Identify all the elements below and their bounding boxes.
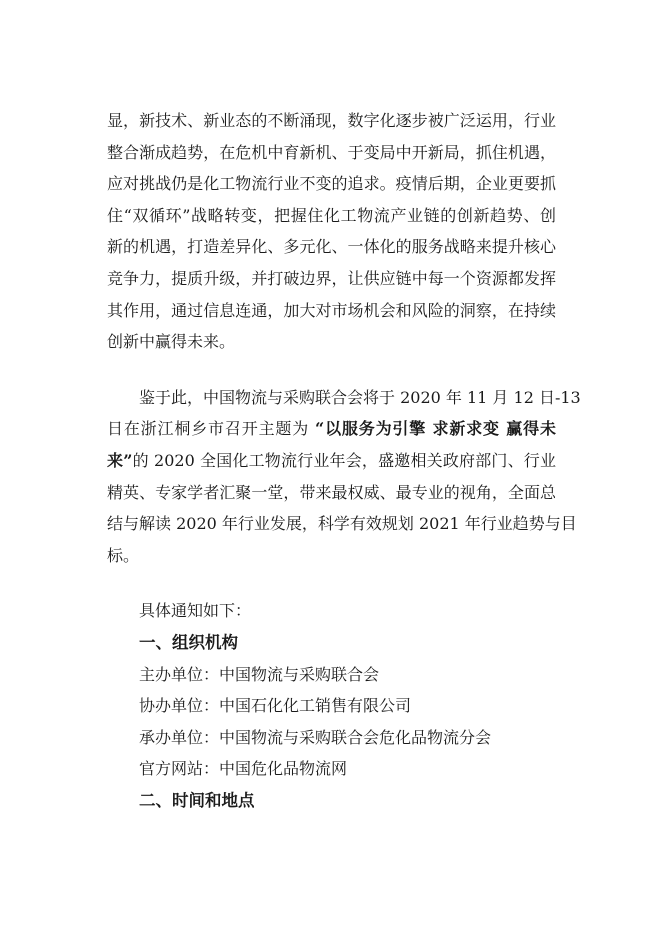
item-label: 承办单位：	[139, 727, 220, 747]
text-line: 鉴于此，中国物流与采购联合会将于 2020 年 11 月 12 日-13	[139, 387, 581, 407]
text-line: 应对挑战仍是化工物流行业不变的追求。疫情后期，企业更要抓	[107, 174, 556, 194]
text-line: 其作用，通过信息连通，加大对市场机会和风险的洞察，在持续	[107, 300, 556, 320]
co-organizer-row	[107, 690, 556, 722]
conference-theme: “以服务为引擎 求新求变 赢得未	[315, 419, 556, 439]
official-website-row	[107, 753, 556, 785]
item-value: 中国石化化工销售有限公司	[219, 696, 412, 716]
text-line: 显，新技术、新业态的不断涌现，数字化逐步被广泛运用，行业	[107, 111, 556, 130]
organizer-row	[107, 659, 556, 691]
paragraph-annual-conference	[107, 382, 581, 572]
text-line: 整合渐成趋势，在危机中育新机、于变局中开新局，抓住机遇，	[107, 142, 556, 162]
text-line: 结与解读 2020 年行业发展，科学有效规划 2021 年行业趋势与目	[107, 514, 577, 534]
host-unit-row	[107, 722, 556, 754]
intro-text: 具体通知如下：	[139, 601, 252, 621]
text-segment: 的 2020 全国化工物流行业年会，盛邀相关政府部门、行业	[132, 450, 556, 470]
text-line: 标。	[107, 545, 140, 565]
section-heading-organization: 一、组织机构	[139, 632, 238, 652]
text-line: 住“双循环”战略转变，把握住化工物流产业链的创新趋势、创	[107, 205, 556, 225]
item-value: 中国危化品物流网	[219, 759, 348, 779]
text-line: 新的机遇，打造差异化、多元化、一体化的服务战略来提升核心	[107, 237, 556, 257]
conference-theme-end: 来”	[107, 450, 133, 470]
item-label: 官方网站：	[139, 759, 220, 779]
text-line	[107, 445, 556, 477]
text-line	[107, 413, 556, 445]
item-label: 协办单位：	[139, 696, 220, 716]
item-value: 中国物流与采购联合会	[219, 664, 380, 684]
item-label: 主办单位：	[139, 664, 220, 684]
text-segment: 日在浙江桐乡市召开主题为	[107, 419, 310, 439]
text-line: 精英、专家学者汇聚一堂，带来最权威、最专业的视角，全面总	[107, 482, 556, 502]
text-line: 创新中赢得未来。	[107, 332, 236, 352]
text-line: 竞争力，提质升级，并打破边界，让供应链中每一个资源都发挥	[107, 268, 556, 288]
document-page	[107, 105, 581, 816]
item-value: 中国物流与采购联合会危化品物流分会	[219, 727, 492, 747]
paragraph-industry-outlook	[107, 105, 556, 358]
section-heading-time-place: 二、时间和地点	[139, 790, 255, 810]
